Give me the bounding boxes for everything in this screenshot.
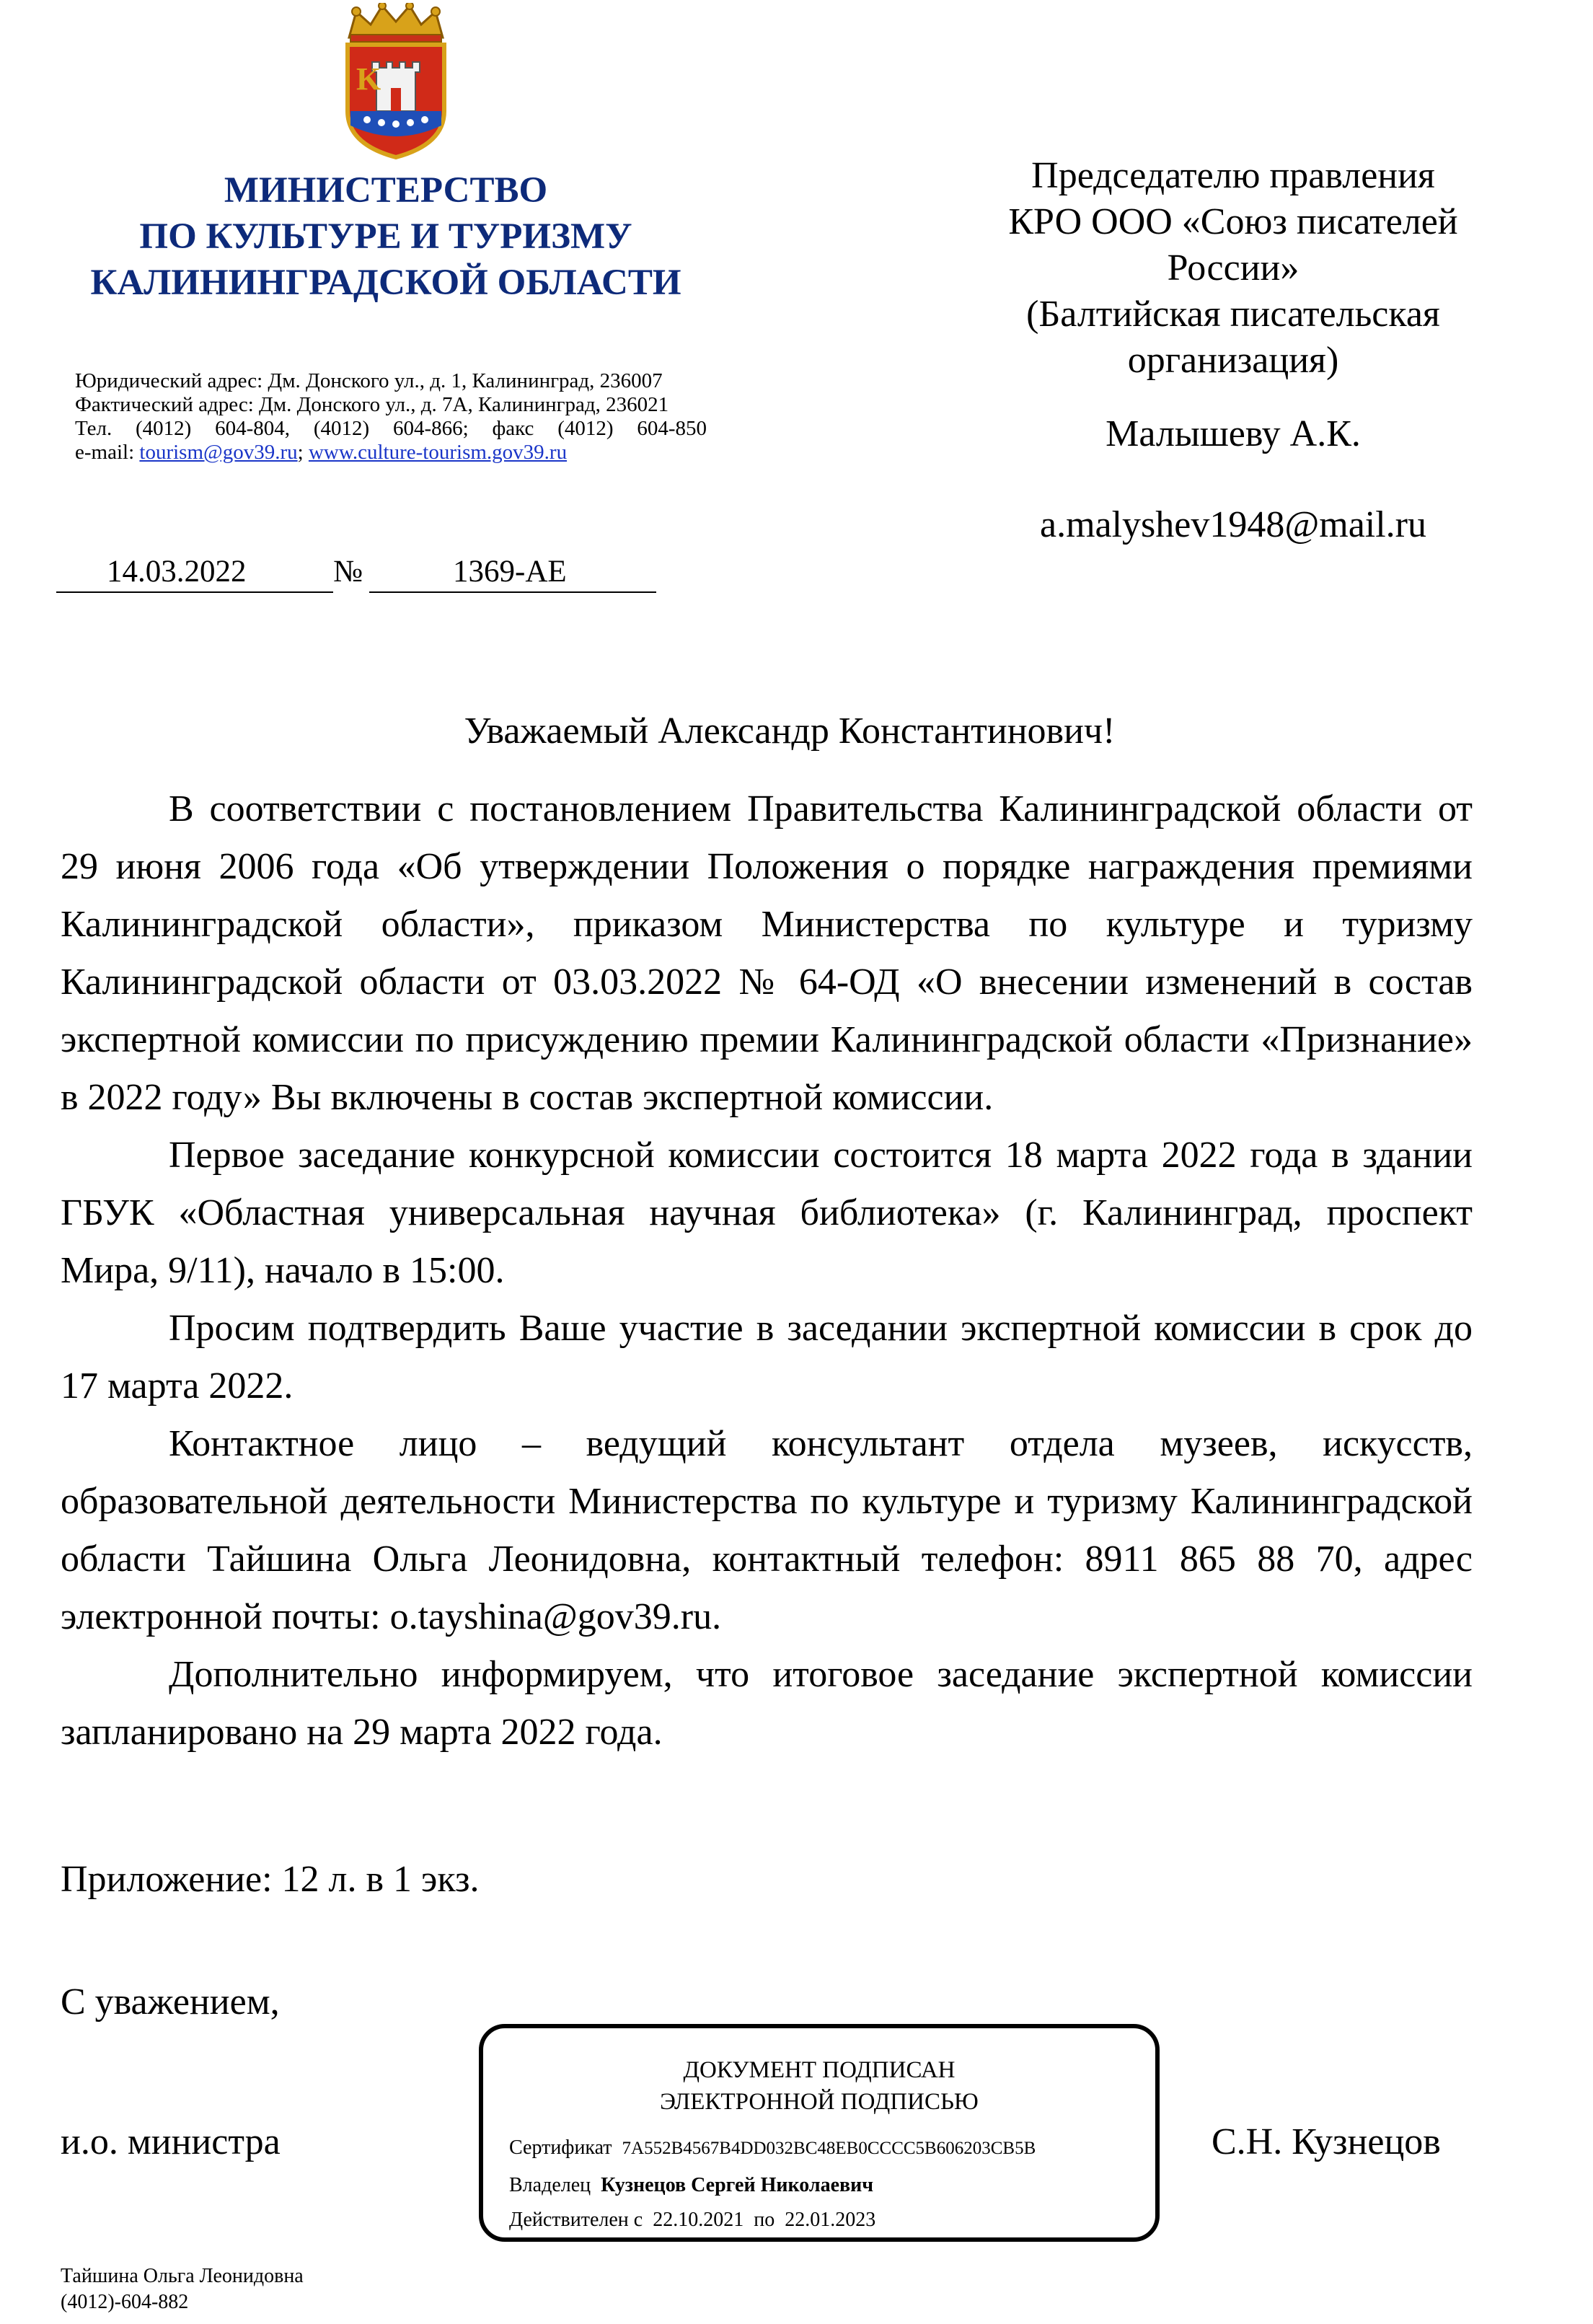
closing-regards: С уважением, [61, 1981, 280, 2023]
ministry-name [43, 167, 728, 306]
svg-text:K: K [356, 61, 381, 97]
stamp-title-line-1: ДОКУМЕНТ ПОДПИСАН [683, 2057, 956, 2083]
body-paragraph-2: Первое заседание конкурсной комиссии состоится 18 марта 2022 года в здании ГБУК «Областная универсальная научная библиотека» (г. Калининград, проспект Мира, 9/11), начало в 15:00. [61, 1135, 1473, 1291]
link-separator: ; [297, 441, 309, 464]
date-underline [56, 591, 333, 593]
phone-fax: Тел. (4012) 604-804, (4012) 604-866; факс (4012) 604-850 [75, 417, 707, 440]
owner-value: Кузнецов Сергей Николаевич [601, 2174, 874, 2196]
valid-label: Действителен с [509, 2209, 643, 2231]
recipient-line-5: организация) [1127, 340, 1339, 381]
ministry-line-1: МИНИСТЕРСТВО [224, 170, 548, 211]
recipient-block [959, 153, 1507, 384]
legal-address: Юридический адрес: Дм. Донского ул., д. 1, Калининград, 236007 [75, 369, 663, 392]
body-paragraph-5: Дополнительно информируем, что итоговое заседание экспертной комиссии запланировано на 29 марта 2022 года. [61, 1654, 1473, 1753]
valid-from: 22.10.2021 [653, 2209, 744, 2231]
recipient-email: a.malyshev1948@mail.ru [1040, 504, 1426, 545]
letter-date: 14.03.2022 [107, 555, 247, 589]
coat-of-arms-icon [335, 3, 457, 162]
recipient-line-3: России» [1167, 247, 1299, 289]
recipient-line-2: КРО ООО «Союз писателей [1008, 201, 1458, 242]
letter-greeting: Уважаемый Александр Константинович! [464, 710, 1116, 752]
letter-number: 1369-АЕ [453, 555, 567, 589]
certificate-value: 7A552B4567B4DD032BC48EB0CCCC5B606203CB5B [622, 2139, 1036, 2158]
valid-to-label: по [754, 2209, 775, 2231]
stamp-certificate-row [509, 2136, 1036, 2160]
ministry-address-block [75, 369, 707, 465]
appendix-note: Приложение: 12 л. в 1 экз. [61, 1859, 480, 1900]
executor-name: Тайшина Ольга Леонидовна [61, 2265, 304, 2287]
executor-block [61, 2263, 304, 2315]
certificate-label: Сертификат [509, 2136, 612, 2159]
stamp-title-line-2: ЭЛЕКТРОННОЙ ПОДПИСЬЮ [660, 2089, 979, 2115]
body-paragraph-3: Просим подтвердить Ваше участие в заседании экспертной комиссии в срок до 17 марта 2022. [61, 1308, 1473, 1407]
ministry-line-2: ПО КУЛЬТУРЕ И ТУРИЗМУ [139, 216, 632, 257]
recipient-name: Малышеву А.К. [1106, 413, 1361, 454]
stamp-owner-row [509, 2174, 873, 2197]
executor-phone: (4012)-604-882 [61, 2291, 189, 2313]
signer-name: С.Н. Кузнецов [1212, 2121, 1441, 2162]
owner-label: Владелец [509, 2174, 591, 2196]
stamp-validity-row [509, 2209, 875, 2232]
body-paragraph-1: В соответствии с постановлением Правительства Калининградской области от 29 июня 2006 года «Об утверждении Положения о порядке награждения премиями Калининградской области», приказом Министерства по культуре и туризму Калининградской области от 03.03.2022 № 64-ОД «О внесении изменений в состав экспертной комиссии по присуждению премии Калининградской области «Признание» в 2022 году» Вы включены в состав экспертной комиссии. [61, 788, 1473, 1118]
number-sign: № [333, 555, 363, 589]
ministry-line-3: КАЛИНИНГРАДСКОЙ ОБЛАСТИ [90, 263, 681, 303]
electronic-signature-stamp [479, 2024, 1160, 2242]
letter-body [61, 780, 1473, 1761]
actual-address: Фактический адрес: Дм. Донского ул., д. 7А, Калининград, 236021 [75, 393, 669, 416]
contact-links [75, 441, 707, 465]
email-prefix: e-mail: [75, 441, 140, 464]
valid-to: 22.01.2023 [785, 2209, 876, 2231]
signer-position: и.о. министра [61, 2121, 281, 2162]
number-underline [369, 591, 656, 593]
coat-of-arms-emblem [335, 3, 457, 162]
registration-line [56, 551, 656, 594]
recipient-line-1: Председателю правления [1031, 155, 1435, 196]
ministry-website-link[interactable]: www.culture-tourism.gov39.ru [308, 441, 568, 464]
recipient-line-4: (Балтийская писательская [1026, 294, 1440, 335]
body-paragraph-4: Контактное лицо – ведущий консультант отдела музеев, искусств, образовательной деятельности Министерства по культуре и туризму Калининградской области Тайшина Ольга Леонидовна, контактный телефон: 8911 865 88 70, адрес электронной почты: o.tayshina@gov39.ru. [61, 1423, 1473, 1637]
ministry-email-link[interactable]: tourism@gov39.ru [139, 441, 298, 464]
